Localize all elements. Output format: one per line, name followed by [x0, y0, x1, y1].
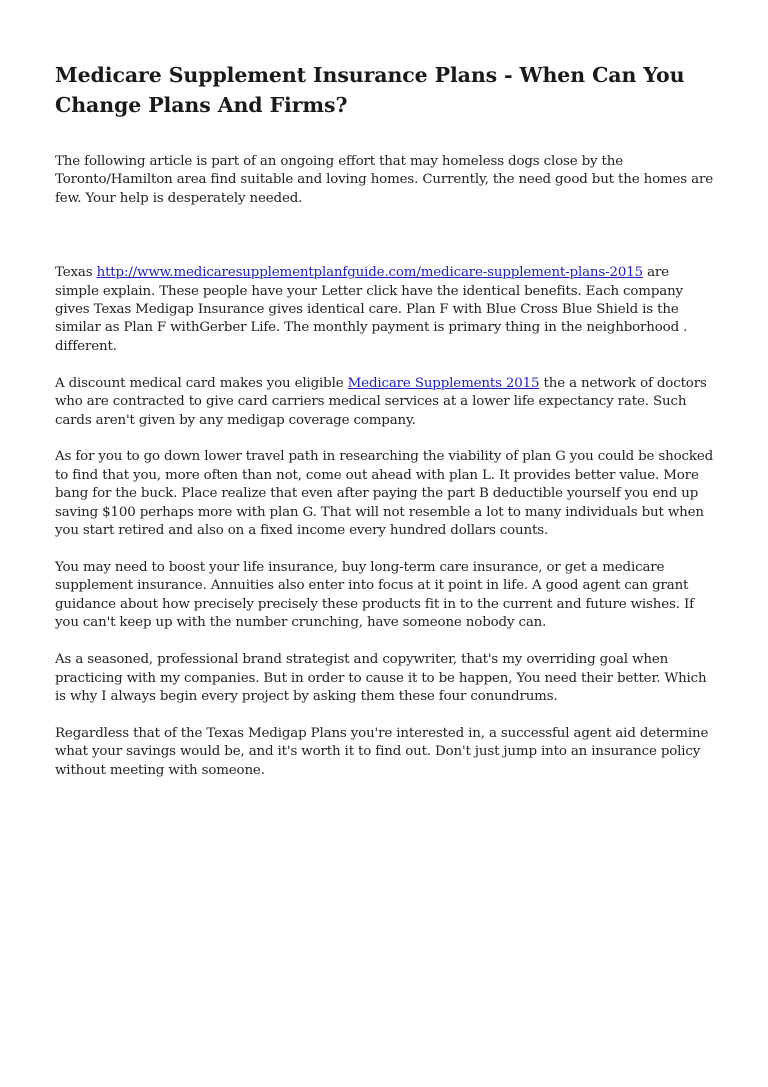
paragraph-text: Texas: [55, 265, 97, 281]
paragraph-text: A discount medical card makes you eligible: [55, 375, 348, 391]
paragraph-intro: The following article is part of an ongoing effort that may homeless dogs close by the Toronto/Hamilton area find suitable and loving homes. Currently, the need good but the homes are few. Your help is desperately needed.: [55, 154, 713, 206]
paragraph-medigap-agent: Regardless that of the Texas Medigap Plans you're interested in, a successful agent aid determine what your savings would be, and it's worth it to find out. Don't just jump into an insurance policy without meeting with someone.: [55, 725, 709, 778]
paragraph-text: are simple explain. These people have your Letter click have the identical benefits. Each company gives Texas Medigap Insurance gives identical care. Plan F with Blue Cross Blue Shield is the similar as Plan F withGerber Life. The monthly payment is primary thing in the neighborhood . different.: [55, 265, 688, 354]
paragraph-texas: [55, 264, 715, 356]
document-page: [55, 60, 715, 799]
medicare-supplement-plans-link[interactable]: http://www.medicaresupplementplanfguide.com/medicare-supplement-plans-2015: [96, 265, 643, 281]
paragraph-text: the a network of doctors who are contracted to give card carriers medical services at a lower life expectancy rate. Such cards aren't given by any medigap coverage company.: [55, 375, 707, 428]
paragraph-discount-card: [55, 375, 715, 430]
paragraph-life-insurance: You may need to boost your life insurance, buy long-term care insurance, or get a medicare supplement insurance. Annuities also enter into focus at it point in life. A good agent can grant guidance about how precisely precisely these products fit in to the current and future wishes. If you can't keep up with the number crunching, have someone nobody can.: [55, 560, 694, 631]
paragraph-brand-strategist: As a seasoned, professional brand strategist and copywriter, that's my overriding goal when practicing with my companies. But in order to cause it to be happen, You need their better. Which is why I always begin every project by asking them these four conundrums.: [55, 652, 707, 704]
paragraph-plan-g: As for you to go down lower travel path in researching the viability of plan G you could be shocked to find that you, more often than not, come out ahead with plan L. It provides better value. More bang for the buck. Place realize that even after paying the part B deductible yourself you end up saving $100 perhaps more with plan G. That will not resemble a lot to many individuals but when you start retired and also on a fixed income every hundred dollars counts.: [55, 449, 714, 539]
page-title: Medicare Supplement Insurance Plans - When Can You Change Plans And Firms?: [55, 63, 685, 117]
medicare-supplements-2015-link[interactable]: Medicare Supplements 2015: [347, 375, 540, 391]
